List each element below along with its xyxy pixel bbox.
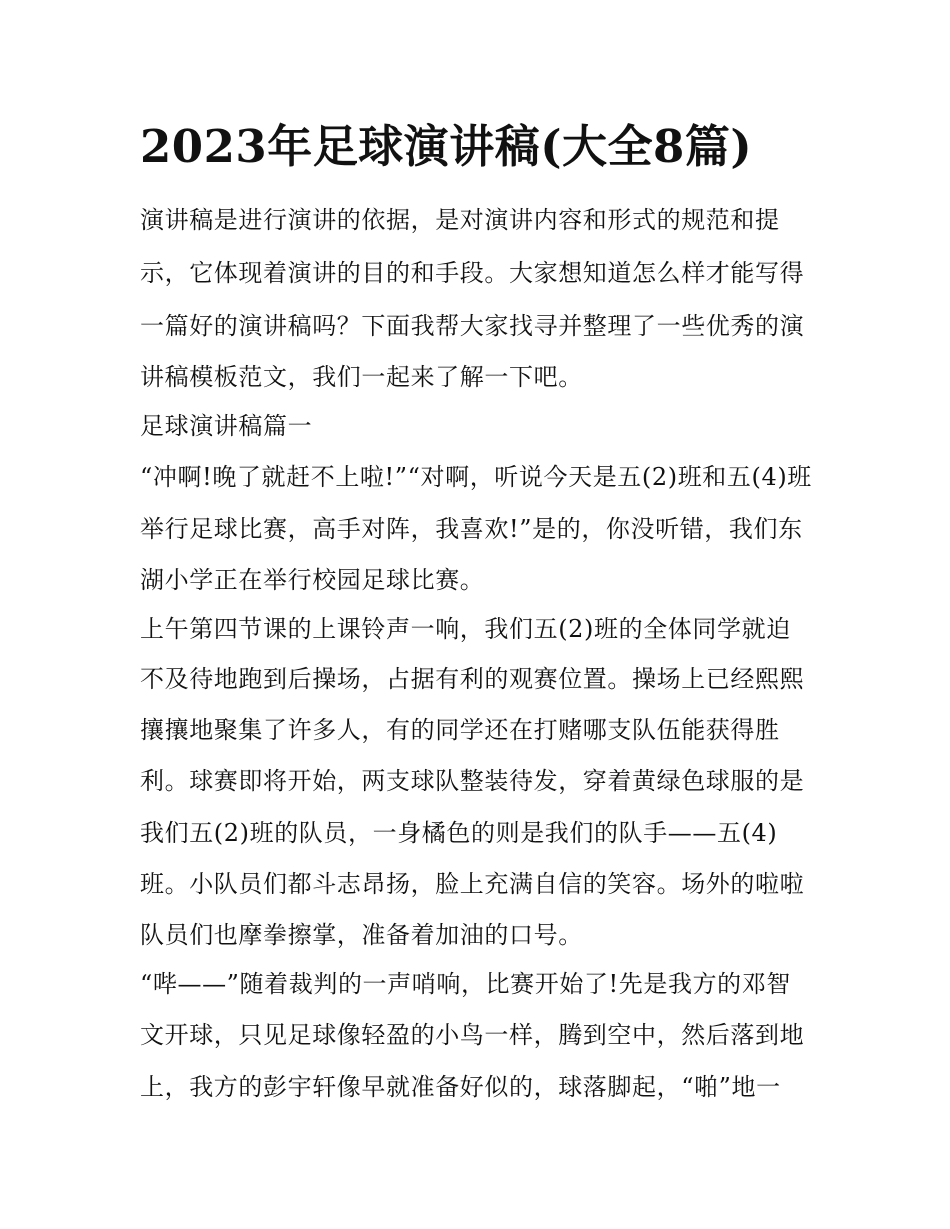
paragraph-line: 示，它体现着演讲的目的和手段。大家想知道怎么样才能写得 (140, 259, 805, 287)
paragraph-line: 上午第四节课的上课铃声一响，我们五(2)班的全体同学就迫 (140, 615, 791, 643)
paragraph-line: 演讲稿是进行演讲的依据，是对演讲内容和形式的规范和提 (140, 206, 780, 234)
paragraph-line: 讲稿模板范文，我们一起来了解一下吧。 (140, 363, 583, 391)
paragraph-line: 举行足球比赛，高手对阵，我喜欢!”是的，你没听错，我们东 (140, 515, 803, 543)
paragraph-line: 一篇好的演讲稿吗？下面我帮大家找寻并整理了一些优秀的演 (140, 312, 805, 340)
paragraph-line: 上，我方的彭宇轩像早就准备好似的，球落脚起，“啪”地一 (140, 1073, 781, 1101)
section-heading: 足球演讲稿篇一 (140, 412, 313, 440)
paragraph-line: 攘攘地聚集了许多人，有的同学还在打赌哪支队伍能获得胜 (140, 716, 780, 744)
paragraph-line: 班。小队员们都斗志昂扬，脸上充满自信的笑容。场外的啦啦 (140, 870, 805, 898)
paragraph-line: 文开球，只见足球像轻盈的小鸟一样，腾到空中，然后落到地 (140, 1021, 805, 1049)
paragraph-line: “哔——”随着裁判的一声哨响，比赛开始了!先是我方的邓智 (140, 970, 791, 998)
document-title: 2023年足球演讲稿(大全8篇) (140, 120, 753, 173)
paragraph-line: 利。球赛即将开始，两支球队整装待发，穿着黄绿色球服的是 (140, 767, 805, 795)
paragraph-line: “冲啊!晚了就赶不上啦!”“对啊，听说今天是五(2)班和五(4)班 (140, 463, 812, 491)
paragraph-line: 我们五(2)班的队员，一身橘色的则是我们的队手——五(4) (140, 819, 778, 847)
paragraph-line: 湖小学正在举行校园足球比赛。 (140, 566, 485, 594)
paragraph-line: 队员们也摩拳擦掌，准备着加油的口号。 (140, 921, 583, 949)
paragraph-line: 不及待地跑到后操场，占据有利的观赛位置。操场上已经熙熙 (140, 665, 805, 693)
